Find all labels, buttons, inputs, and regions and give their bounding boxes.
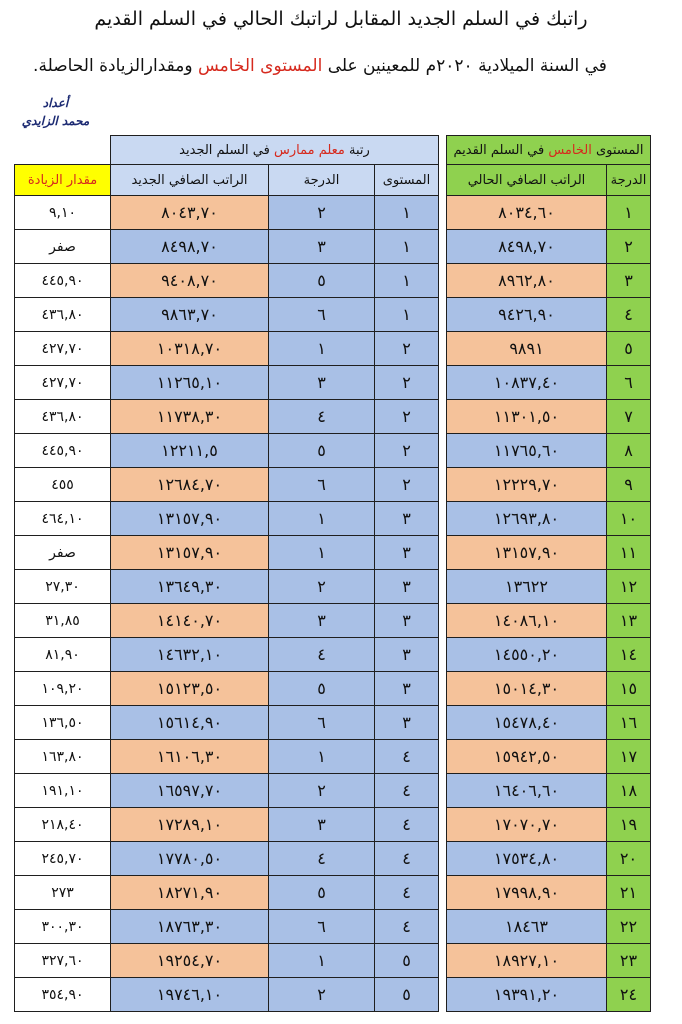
table-row bbox=[15, 808, 651, 842]
salary-table bbox=[14, 135, 651, 1012]
column-gap bbox=[439, 400, 447, 434]
current-salary-cell: ١٧٩٩٨,٩٠ bbox=[447, 876, 607, 910]
increase-cell: ١٩١,١٠ bbox=[15, 774, 111, 808]
table-row bbox=[15, 502, 651, 536]
table-row bbox=[15, 298, 651, 332]
new-salary-cell: ١٩٢٥٤,٧٠ bbox=[111, 944, 269, 978]
level-cell: ٤ bbox=[375, 842, 439, 876]
new-salary-cell: ١٦٥٩٧,٧٠ bbox=[111, 774, 269, 808]
level-cell: ٤ bbox=[375, 740, 439, 774]
current-salary-cell: ٨٤٩٨,٧٠ bbox=[447, 230, 607, 264]
table-row bbox=[15, 230, 651, 264]
column-gap bbox=[439, 978, 447, 1012]
page-title: راتبك في السلم الجديد المقابل لراتبك الحالي في السلم القديم bbox=[94, 8, 588, 30]
current-salary-cell: ٩٤٢٦,٩٠ bbox=[447, 298, 607, 332]
column-gap bbox=[439, 468, 447, 502]
blank-corner bbox=[15, 136, 111, 165]
level-cell: ١ bbox=[375, 230, 439, 264]
current-salary-cell: ١٣٦٢٢ bbox=[447, 570, 607, 604]
new-grade-cell: ١ bbox=[269, 944, 375, 978]
new-salary-cell: ٨٠٤٣,٧٠ bbox=[111, 196, 269, 230]
grade-cell: ٢١ bbox=[607, 876, 651, 910]
grade-cell: ٢٠ bbox=[607, 842, 651, 876]
level-cell: ٤ bbox=[375, 910, 439, 944]
table-body bbox=[15, 196, 651, 1012]
col-header-increase bbox=[15, 165, 111, 196]
increase-cell: ٤٢٧,٧٠ bbox=[15, 332, 111, 366]
new-header-b: في السلم الجديد bbox=[179, 142, 274, 158]
grade-cell: ١٦ bbox=[607, 706, 651, 740]
table-row bbox=[15, 672, 651, 706]
table-row bbox=[15, 978, 651, 1012]
new-salary-cell: ١٤٦٣٢,١٠ bbox=[111, 638, 269, 672]
current-salary-cell: ١٣١٥٧,٩٠ bbox=[447, 536, 607, 570]
column-gap bbox=[439, 842, 447, 876]
level-cell: ١ bbox=[375, 264, 439, 298]
author-credit bbox=[8, 94, 103, 130]
old-header-a: المستوى bbox=[591, 142, 644, 158]
current-salary-cell: ٩٨٩١ bbox=[447, 332, 607, 366]
increase-cell: ٢١٨,٤٠ bbox=[15, 808, 111, 842]
old-header-b: في السلم القديم bbox=[453, 142, 549, 158]
level-cell: ٢ bbox=[375, 332, 439, 366]
new-grade-cell: ٦ bbox=[269, 298, 375, 332]
increase-cell: ١٠٩,٢٠ bbox=[15, 672, 111, 706]
current-salary-cell: ٨٠٣٤,٦٠ bbox=[447, 196, 607, 230]
grade-cell: ٢٢ bbox=[607, 910, 651, 944]
new-grade-cell: ٦ bbox=[269, 910, 375, 944]
new-salary-cell: ١٣٦٤٩,٣٠ bbox=[111, 570, 269, 604]
current-salary-cell: ١٤٠٨٦,١٠ bbox=[447, 604, 607, 638]
table-row bbox=[15, 536, 651, 570]
increase-cell: ٤٣٦,٨٠ bbox=[15, 298, 111, 332]
column-gap bbox=[439, 332, 447, 366]
new-salary-cell: ١٢٦٨٤,٧٠ bbox=[111, 468, 269, 502]
table-row bbox=[15, 638, 651, 672]
table-row bbox=[15, 944, 651, 978]
level-cell: ٢ bbox=[375, 434, 439, 468]
table-row bbox=[15, 400, 651, 434]
table-row bbox=[15, 706, 651, 740]
level-cell: ١ bbox=[375, 298, 439, 332]
old-header-red: الخامس bbox=[548, 142, 592, 158]
column-gap bbox=[439, 808, 447, 842]
page-subtitle bbox=[0, 56, 640, 76]
new-grade-cell: ٥ bbox=[269, 876, 375, 910]
column-gap bbox=[439, 165, 447, 196]
new-grade-cell: ٣ bbox=[269, 604, 375, 638]
current-salary-cell: ١٤٥٥٠,٢٠ bbox=[447, 638, 607, 672]
increase-cell: ٤٣٦,٨٠ bbox=[15, 400, 111, 434]
increase-cell: صفر bbox=[15, 230, 111, 264]
column-gap bbox=[439, 366, 447, 400]
new-grade-cell: ١ bbox=[269, 536, 375, 570]
new-grade-cell: ١ bbox=[269, 740, 375, 774]
grade-cell: ١٣ bbox=[607, 604, 651, 638]
new-grade-cell: ٥ bbox=[269, 264, 375, 298]
new-header-red: معلم ممارس bbox=[273, 142, 345, 158]
level-cell: ٣ bbox=[375, 706, 439, 740]
grade-cell: ١١ bbox=[607, 536, 651, 570]
table-row bbox=[15, 570, 651, 604]
new-salary-cell: ١٧٢٨٩,١٠ bbox=[111, 808, 269, 842]
grade-cell: ٨ bbox=[607, 434, 651, 468]
new-grade-cell: ٤ bbox=[269, 638, 375, 672]
current-salary-cell: ١٥٩٤٢,٥٠ bbox=[447, 740, 607, 774]
level-cell: ٤ bbox=[375, 808, 439, 842]
table-row bbox=[15, 434, 651, 468]
new-salary-cell: ١٣١٥٧,٩٠ bbox=[111, 502, 269, 536]
increase-cell: ٤٥٥ bbox=[15, 468, 111, 502]
new-grade-cell: ٥ bbox=[269, 434, 375, 468]
current-salary-cell: ٨٩٦٢,٨٠ bbox=[447, 264, 607, 298]
column-gap bbox=[439, 502, 447, 536]
new-grade-cell: ٢ bbox=[269, 978, 375, 1012]
new-scale-header bbox=[111, 136, 439, 165]
grade-cell: ٥ bbox=[607, 332, 651, 366]
new-grade-cell: ٣ bbox=[269, 366, 375, 400]
new-grade-cell: ١ bbox=[269, 332, 375, 366]
author-prefix: أعداد bbox=[42, 96, 69, 110]
increase-cell: صفر bbox=[15, 536, 111, 570]
column-gap bbox=[439, 706, 447, 740]
table-row bbox=[15, 264, 651, 298]
level-cell: ٥ bbox=[375, 944, 439, 978]
new-salary-cell: ١٥١٢٣,٥٠ bbox=[111, 672, 269, 706]
subtitle-part-a: في السنة الميلادية ٢٠٢٠م للمعينين على bbox=[322, 56, 607, 76]
current-salary-cell: ١٨٤٦٣ bbox=[447, 910, 607, 944]
current-salary-cell: ١٥٤٧٨,٤٠ bbox=[447, 706, 607, 740]
increase-cell: ١٣٦,٥٠ bbox=[15, 706, 111, 740]
level-cell: ٣ bbox=[375, 638, 439, 672]
column-gap bbox=[439, 434, 447, 468]
level-cell: ٣ bbox=[375, 570, 439, 604]
grade-cell: ١٤ bbox=[607, 638, 651, 672]
column-gap bbox=[439, 638, 447, 672]
current-salary-cell: ١٢٦٩٣,٨٠ bbox=[447, 502, 607, 536]
grade-cell: ١٧ bbox=[607, 740, 651, 774]
column-gap bbox=[439, 944, 447, 978]
grade-cell: ١٥ bbox=[607, 672, 651, 706]
table-row bbox=[15, 774, 651, 808]
current-salary-cell: ١٩٣٩١,٢٠ bbox=[447, 978, 607, 1012]
increase-cell: ٩,١٠ bbox=[15, 196, 111, 230]
column-gap bbox=[439, 264, 447, 298]
new-salary-cell: ١٣١٥٧,٩٠ bbox=[111, 536, 269, 570]
level-cell: ١ bbox=[375, 196, 439, 230]
new-grade-cell: ٢ bbox=[269, 570, 375, 604]
increase-cell: ٤٦٤,١٠ bbox=[15, 502, 111, 536]
col-header-current-salary: الراتب الصافي الحالي bbox=[447, 165, 607, 196]
new-grade-cell: ١ bbox=[269, 502, 375, 536]
author-name: محمد الزايدي bbox=[21, 114, 90, 128]
new-salary-cell: ٨٤٩٨,٧٠ bbox=[111, 230, 269, 264]
new-salary-cell: ١٨٢٧١,٩٠ bbox=[111, 876, 269, 910]
column-gap bbox=[439, 230, 447, 264]
table-row bbox=[15, 196, 651, 230]
table-row bbox=[15, 740, 651, 774]
current-salary-cell: ١٨٩٢٧,١٠ bbox=[447, 944, 607, 978]
new-salary-cell: ١٦١٠٦,٣٠ bbox=[111, 740, 269, 774]
new-grade-cell: ٢ bbox=[269, 196, 375, 230]
new-grade-cell: ٢ bbox=[269, 774, 375, 808]
increase-cell: ٣١,٨٥ bbox=[15, 604, 111, 638]
level-cell: ٣ bbox=[375, 604, 439, 638]
current-salary-cell: ١٠٨٣٧,٤٠ bbox=[447, 366, 607, 400]
grade-cell: ٢ bbox=[607, 230, 651, 264]
level-cell: ٣ bbox=[375, 672, 439, 706]
increase-cell: ٣٥٤,٩٠ bbox=[15, 978, 111, 1012]
old-scale-header bbox=[447, 136, 651, 165]
subtitle-part-b: ومقدارالزيادة الحاصلة. bbox=[33, 56, 198, 76]
column-gap bbox=[439, 536, 447, 570]
increase-cell: ٣٠٠,٣٠ bbox=[15, 910, 111, 944]
new-grade-cell: ٦ bbox=[269, 706, 375, 740]
new-grade-cell: ٦ bbox=[269, 468, 375, 502]
table-group-header bbox=[15, 136, 651, 165]
current-salary-cell: ١٢٢٢٩,٧٠ bbox=[447, 468, 607, 502]
grade-cell: ٦ bbox=[607, 366, 651, 400]
new-salary-cell: ١١٧٣٨,٣٠ bbox=[111, 400, 269, 434]
column-gap bbox=[439, 740, 447, 774]
grade-cell: ٧ bbox=[607, 400, 651, 434]
grade-cell: ٣ bbox=[607, 264, 651, 298]
new-grade-cell: ٤ bbox=[269, 400, 375, 434]
col-header-new-salary: الراتب الصافي الجديد bbox=[111, 165, 269, 196]
increase-cell: ٢٧,٣٠ bbox=[15, 570, 111, 604]
column-gap bbox=[439, 604, 447, 638]
new-salary-cell: ١٤١٤٠,٧٠ bbox=[111, 604, 269, 638]
level-cell: ٤ bbox=[375, 774, 439, 808]
table-row bbox=[15, 910, 651, 944]
col-header-new-grade: الدرجة bbox=[269, 165, 375, 196]
table-row bbox=[15, 468, 651, 502]
new-salary-cell: ١٢٢١١,٥ bbox=[111, 434, 269, 468]
level-cell: ٣ bbox=[375, 536, 439, 570]
current-salary-cell: ١١٧٦٥,٦٠ bbox=[447, 434, 607, 468]
increase-cell: ٢٤٥,٧٠ bbox=[15, 842, 111, 876]
increase-cell: ٤٢٧,٧٠ bbox=[15, 366, 111, 400]
table-row bbox=[15, 876, 651, 910]
table-row bbox=[15, 842, 651, 876]
level-cell: ٢ bbox=[375, 366, 439, 400]
current-salary-cell: ١٧٠٧٠,٧٠ bbox=[447, 808, 607, 842]
new-salary-cell: ١١٢٦٥,١٠ bbox=[111, 366, 269, 400]
column-gap bbox=[439, 196, 447, 230]
level-cell: ٣ bbox=[375, 502, 439, 536]
increase-cell: ٤٤٥,٩٠ bbox=[15, 434, 111, 468]
level-cell: ٥ bbox=[375, 978, 439, 1012]
level-cell: ٢ bbox=[375, 400, 439, 434]
increase-cell: ١٦٣,٨٠ bbox=[15, 740, 111, 774]
new-header-a: رتبة bbox=[344, 142, 370, 158]
current-salary-cell: ١٥٠١٤,٣٠ bbox=[447, 672, 607, 706]
current-salary-cell: ١٦٤٠٦,٦٠ bbox=[447, 774, 607, 808]
grade-cell: ١٩ bbox=[607, 808, 651, 842]
level-cell: ٤ bbox=[375, 876, 439, 910]
column-gap bbox=[439, 672, 447, 706]
increase-cell: ٤٤٥,٩٠ bbox=[15, 264, 111, 298]
col-header-increase-text: مقدار الزيادة bbox=[27, 172, 98, 188]
column-gap bbox=[439, 136, 447, 165]
table-row bbox=[15, 366, 651, 400]
grade-cell: ١٨ bbox=[607, 774, 651, 808]
grade-cell: ١٠ bbox=[607, 502, 651, 536]
new-grade-cell: ٥ bbox=[269, 672, 375, 706]
grade-cell: ٢٣ bbox=[607, 944, 651, 978]
column-gap bbox=[439, 298, 447, 332]
table-row bbox=[15, 332, 651, 366]
new-grade-cell: ٣ bbox=[269, 230, 375, 264]
col-header-level: المستوى bbox=[375, 165, 439, 196]
new-salary-cell: ١٩٧٤٦,١٠ bbox=[111, 978, 269, 1012]
table-column-header bbox=[15, 165, 651, 196]
subtitle-highlight: المستوى الخامس bbox=[197, 56, 323, 76]
grade-cell: ٩ bbox=[607, 468, 651, 502]
new-salary-cell: ١٠٣١٨,٧٠ bbox=[111, 332, 269, 366]
grade-cell: ١ bbox=[607, 196, 651, 230]
current-salary-cell: ١٧٥٣٤,٨٠ bbox=[447, 842, 607, 876]
table-row bbox=[15, 604, 651, 638]
current-salary-cell: ١١٣٠١,٥٠ bbox=[447, 400, 607, 434]
grade-cell: ١٢ bbox=[607, 570, 651, 604]
increase-cell: ٨١,٩٠ bbox=[15, 638, 111, 672]
grade-cell: ٤ bbox=[607, 298, 651, 332]
column-gap bbox=[439, 774, 447, 808]
col-header-grade: الدرجة bbox=[607, 165, 651, 196]
column-gap bbox=[439, 876, 447, 910]
new-grade-cell: ٤ bbox=[269, 842, 375, 876]
new-salary-cell: ١٧٧٨٠,٥٠ bbox=[111, 842, 269, 876]
new-salary-cell: ١٨٧٦٣,٣٠ bbox=[111, 910, 269, 944]
column-gap bbox=[439, 570, 447, 604]
level-cell: ٢ bbox=[375, 468, 439, 502]
grade-cell: ٢٤ bbox=[607, 978, 651, 1012]
new-salary-cell: ٩٨٦٣,٧٠ bbox=[111, 298, 269, 332]
new-salary-cell: ١٥٦١٤,٩٠ bbox=[111, 706, 269, 740]
new-grade-cell: ٣ bbox=[269, 808, 375, 842]
column-gap bbox=[439, 910, 447, 944]
new-salary-cell: ٩٤٠٨,٧٠ bbox=[111, 264, 269, 298]
increase-cell: ٢٧٣ bbox=[15, 876, 111, 910]
increase-cell: ٣٢٧,٦٠ bbox=[15, 944, 111, 978]
